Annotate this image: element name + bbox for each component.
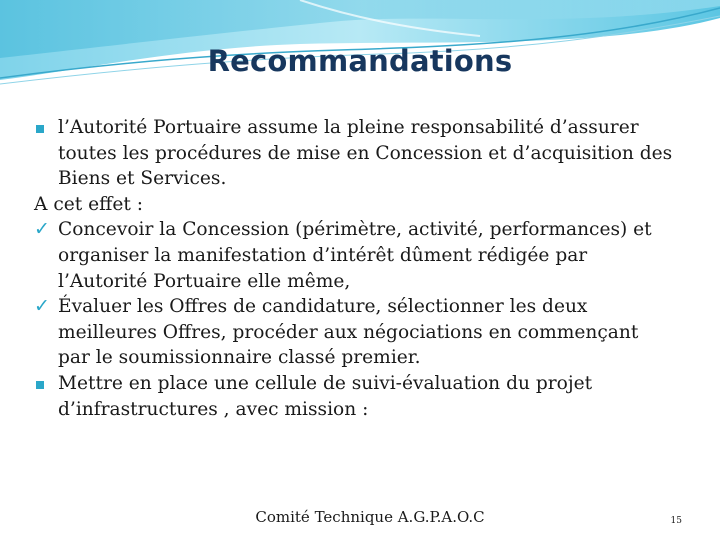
slide-title: Recommandations [207,44,513,78]
page-number: 15 [670,516,682,526]
bullet-item [34,115,674,192]
bullet-item [34,371,674,422]
bullet-text: Mettre en place une cellule de suivi-évaluation du projet d’infrastructures , avec mission : [58,372,593,420]
checkmark-icon: ✓ [34,218,50,241]
checkmark-icon: ✓ [34,295,50,318]
bullet-text: l’Autorité Portuaire assume la pleine responsabilité d’assurer toutes les procédures de mise en Concession et d’acquisition des Biens et Services. [58,117,673,190]
bullet-text: Concevoir la Concession (périmètre, activité, performances) et organiser la manifestation d’intérêt dûment rédigée par l’Autorité Portuaire elle même, [58,219,652,292]
bullet-text: A cet effet : [34,193,144,215]
bullet-text: Évaluer les Offres de candidature, sélectionner les deux meilleures Offres, procéder aux négociations en commençant par le soumissionnaire classé premier. [58,296,639,369]
bullet-item [34,217,674,294]
bullet-item [34,192,674,218]
square-bullet-icon [34,115,56,141]
square-bullet-icon [34,371,56,397]
bullet-list [34,115,674,422]
bullet-item [34,294,674,371]
footer-text: Comité Technique A.G.P.A.O.C [255,508,485,526]
